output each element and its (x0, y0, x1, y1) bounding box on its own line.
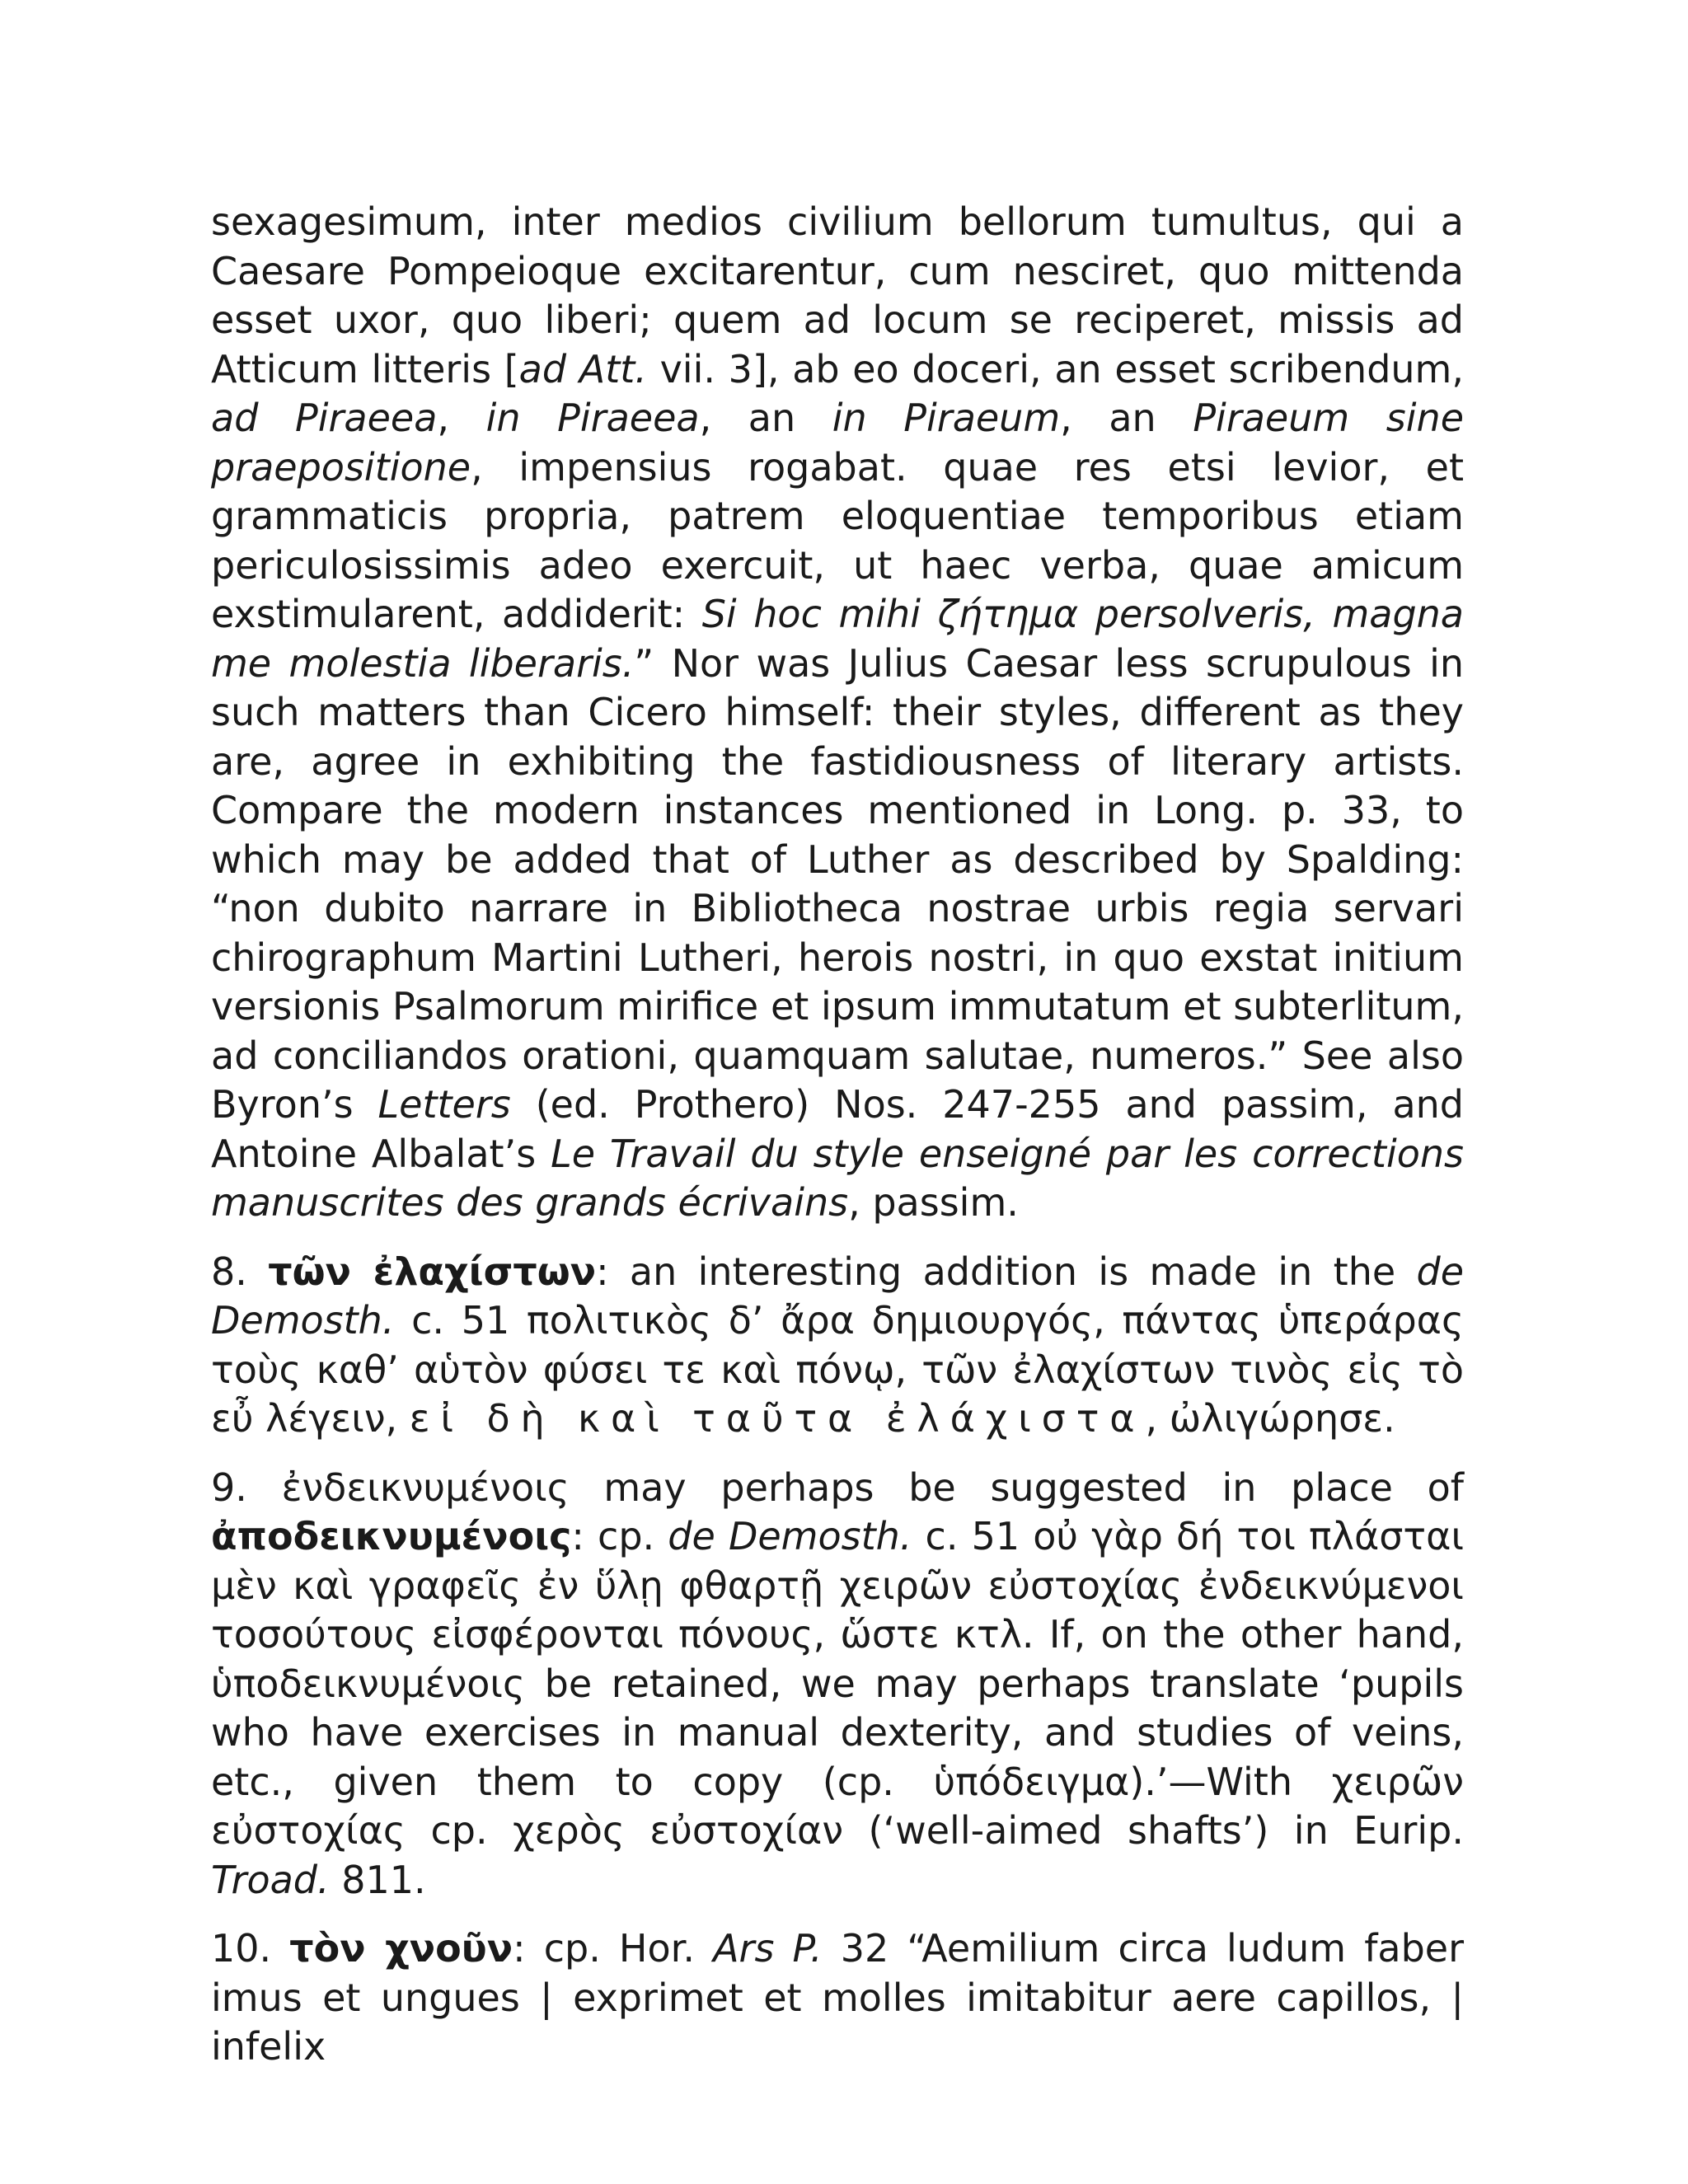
paragraph-note-9 (211, 1464, 1464, 1905)
text-run: : cp. Hor. (513, 1926, 714, 1971)
text-run: sexagesimum, inter medios civilium bellorum tumultus, qui a Caesare Pompeioque excitarentur, cum nesciret, quo mittenda esset uxor, quo liberi; quem ad locum se reciperet, missis ad Atticum litteris [ (211, 199, 1464, 391)
text-run: , impensius rogabat. quae res etsi levior, et grammaticis propria, patrem eloquentiae temporibus etiam periculosissimis adeo exercuit, ut haec verba, quae amicum exstimularent, addiderit: (211, 444, 1464, 636)
text-run: (ed. Prothero) Nos. 247-255 and passim, and Antoine Albalat’s (211, 1082, 1464, 1176)
citation-ad-att: ad Att. (518, 346, 647, 391)
phrase-in-piraeum: in Piraeum (832, 396, 1061, 440)
phrase-ad-piraeea: ad Piraeea (211, 396, 438, 440)
note-lemma: ἀποδεικνυμένοις (211, 1514, 572, 1558)
note-lemma: τὸν χνοῦν (289, 1926, 513, 1971)
title-le-travail-du-style: Le Travail du style enseigné par les corrections manuscrites des grands écrivains (211, 1131, 1464, 1225)
citation-de-demosth: de Demosth. (211, 1249, 1465, 1343)
text-run: : cp. (571, 1514, 668, 1558)
text-run: , passim. (848, 1180, 1019, 1225)
text-run: , ὠλιγώρησε. (1145, 1396, 1395, 1441)
text-run: , an (699, 396, 832, 440)
title-ars-poetica: Ars P. (713, 1926, 823, 1971)
text-run: 32 “Aemilium circa ludum faber imus et ungues | exprimet et molles imitabitur aere capillos, | infelix (211, 1926, 1465, 2069)
quotation-si-hoc-mihi: Si hoc mihi ζήτημα persolveris, magna me molestia liberaris. (211, 592, 1464, 686)
phrase-in-piraeea: in Piraeea (485, 396, 700, 440)
title-troad: Troad. (211, 1857, 330, 1902)
text-run: vii. 3], ab eo doceri, an esset scribendum, (646, 346, 1464, 391)
document-page (211, 198, 1464, 2092)
phrase-piraeum-sine-praepositione: Piraeum sine praepositione (211, 396, 1464, 490)
note-number: 10. (211, 1926, 290, 1971)
text-run: , an (1060, 396, 1193, 440)
paragraph-note-8 (211, 1248, 1464, 1444)
note-lemma: τῶν ἐλαχίστων (268, 1249, 597, 1294)
text-run: 9. ἐνδεικνυμένοις may perhaps be suggested in place of (211, 1465, 1464, 1510)
text-run: c. 51 πολιτικὸς δ’ ἄρα δημιουργός, πάντας ὑπεράρας τοὺς καθ’ αὑτὸν φύσει τε καὶ πόνῳ, τῶν ἐλαχίστων τινὸς εἰς τὸ εὖ λέγειν, (211, 1298, 1464, 1441)
citation-de-demosth: de Demosth. (668, 1514, 912, 1558)
text-run: 811. (329, 1857, 426, 1902)
text-run: ” Nor was Julius Caesar less scrupulous in such matters than Cicero himself: their styles, different as they are, agree in exhibiting the fastidiousness of literary artists. Compare the modern instances mentioned in Long. p. 33, to which may be added that of Luther as described by Spalding: “non dubito narrare in Bibliotheca nostrae urbis regia servari chirographum Martini Lutheri, herois nostri, in quo exstat initium versionis Psalmorum mirifice et ipsum immutatum et subterlitum, ad conciliandos orationi, quamquam salutae, numeros.” See also Byron’s (211, 640, 1465, 1127)
note-number: 8. (211, 1249, 269, 1294)
text-run: : an interesting addition is made in the (596, 1249, 1417, 1294)
text-run: , (437, 396, 486, 440)
title-letters: Letters (377, 1082, 511, 1127)
text-run: c. 51 οὐ γὰρ δή τοι πλάσται μὲν καὶ γραφεῖς ἐν ὕλῃ φθαρτῇ χειρῶν εὐστοχίας ἐνδεικνύμενοι τοσούτους εἰσφέρονται πόνους, ὥστε κτλ. If, on the other hand, ὑποδεικνυμένοις be retained, we may perhaps translate ‘pupils who have exercises in manual dexterity, and studies of veins, etc., given them to copy (cp. ὑπόδειγμα).’—With χειρῶν εὐστοχίας cp. χερὸς εὐστοχίαν (‘well-aimed shafts’) in Eurip. (211, 1514, 1465, 1853)
paragraph-cicero-note (211, 198, 1464, 1228)
paragraph-note-10 (211, 1924, 1464, 2072)
spaced-greek-phrase: εἰ δὴ καὶ ταῦτα ἐλάχιστα (409, 1396, 1146, 1441)
